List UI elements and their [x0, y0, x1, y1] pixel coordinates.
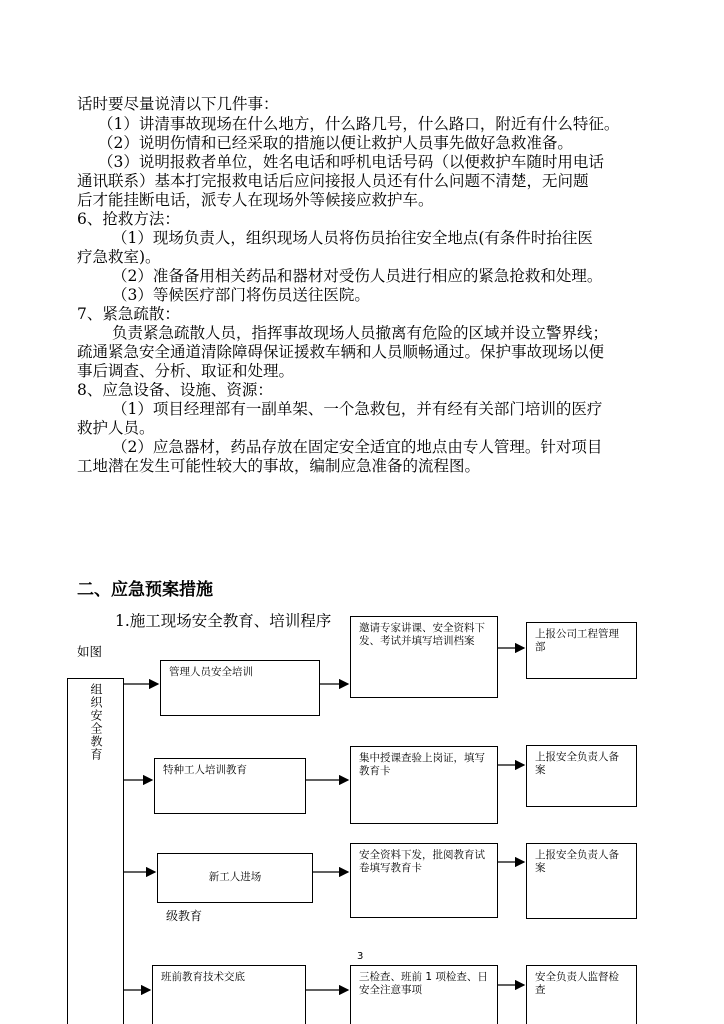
new-worker-box — [157, 853, 313, 903]
report-box-safety-head-1 — [526, 745, 637, 807]
report-label-company-dept: 上报公司工程管理部 — [535, 628, 619, 653]
text-line-7: 6、抢救方法： — [77, 210, 180, 228]
report-label-supervision: 安全负责人监督检查 — [535, 971, 619, 996]
text-line-4: （3）说明报救者单位，姓名电话和呼机电话号码（以便救护车随时用电话 — [98, 153, 604, 171]
level-education-label: 级教育 — [166, 909, 203, 923]
text-line-8: （1）现场负责人，组织现场人员将伤员抬往安全地点(有条件时抬往医 — [112, 229, 593, 247]
pre-shift-briefing-box — [152, 965, 306, 1024]
new-worker-label: 新工人进场 — [208, 871, 262, 883]
text-line-1: 话时要尽量说清以下几件事： — [77, 95, 279, 113]
text-line-13: 负责紧急疏散人员，指挥事故现场人员撤离有危险的区域并设立警界线； — [112, 324, 609, 342]
mgmt-training-label: 管理人员安全培训 — [169, 666, 253, 678]
text-line-6: 后才能挂断电话，派专人在现场外等候接应救护车。 — [77, 191, 434, 209]
step-label-centralized-training: 集中授课查验上岗证，填写教育卡 — [359, 752, 485, 777]
text-line-11: （3）等候医疗部门将伤员送往医院。 — [112, 286, 370, 304]
step-box-centralized-training — [350, 746, 498, 824]
organize-safety-education-label: 组织安全教育 — [89, 683, 103, 761]
text-line-12: 7、紧急疏散： — [77, 305, 180, 323]
step-box-expert-lecture — [350, 616, 498, 698]
report-box-safety-head-2 — [526, 843, 637, 919]
text-line-18: 救护人员。 — [77, 419, 155, 437]
report-box-company-dept — [526, 622, 637, 679]
report-box-supervision — [526, 965, 637, 1024]
step-box-safety-materials — [350, 843, 498, 918]
text-line-20: 工地潜在发生可能性较大的事故，编制应急准备的流程图。 — [77, 457, 481, 475]
step-label-safety-materials: 安全资料下发，批阅教育试卷填写教育卡 — [359, 849, 485, 874]
text-line-19: （2）应急器材，药品存放在固定安全适宜的地点由专人管理。针对项目 — [112, 438, 603, 456]
subsection-title: 1.施工现场安全教育、培训程序 — [115, 612, 332, 630]
section-heading: 二、应急预案措施 — [77, 580, 213, 600]
text-line-14: 疏通紧急安全通道清除障碍保证援救车辆和人员顺畅通过。保护事故现场以便 — [77, 343, 605, 361]
text-line-15: 事后调查、分析、取证和处理。 — [77, 362, 295, 380]
report-label-safety-head-1: 上报安全负责人备案 — [535, 751, 619, 776]
figure-reference: 如图 — [77, 644, 103, 659]
step-label-three-checks: 三检查、班前 1 项检查、日安全注意事项 — [359, 971, 488, 996]
step-label-expert-lecture: 邀请专家讲课、安全资料下发、考试并填写培训档案 — [359, 622, 485, 647]
text-line-2: （1）讲清事故现场在什么地方，什么路几号，什么路口，附近有什么特征。 — [98, 115, 620, 133]
pre-shift-briefing-label: 班前教育技术交底 — [161, 971, 245, 983]
step-box-three-checks — [350, 965, 498, 1024]
text-line-16: 8、应急设备、设施、资源： — [77, 381, 273, 399]
mgmt-training-box — [160, 660, 320, 716]
text-line-5: 通讯联系）基本打完报救电话后应问接报人员还有什么问题不清楚，无问题 — [77, 172, 589, 190]
special-worker-training-label: 特种工人培训教育 — [163, 764, 247, 776]
text-line-10: （2）准备备用相关药品和器材对受伤人员进行相应的紧急抢救和处理。 — [112, 267, 603, 285]
text-line-9: 疗急救室)。 — [77, 248, 161, 266]
report-label-safety-head-2: 上报安全负责人备案 — [535, 849, 619, 874]
text-line-3: （2）说明伤情和已经采取的措施以便让救护人员事先做好急救准备。 — [98, 134, 573, 152]
special-worker-training-box — [154, 758, 306, 814]
organize-safety-education-box — [67, 678, 124, 1024]
page-number: 3 — [357, 951, 364, 962]
text-line-17: （1）项目经理部有一副单架、一个急救包，并有经有关部门培训的医疗 — [112, 400, 603, 418]
